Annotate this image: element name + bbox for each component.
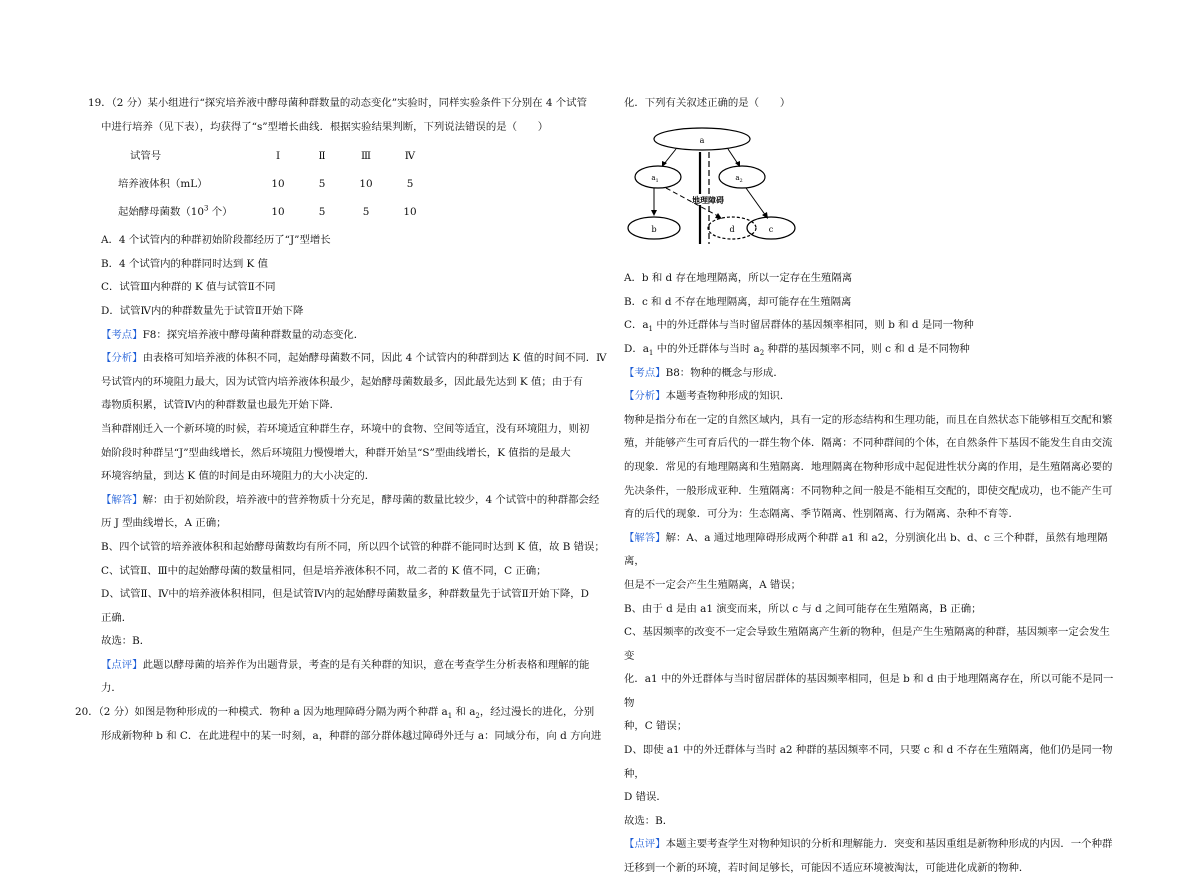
q19-jieda-line: D、试管Ⅱ、Ⅳ中的培养液体积相同，但是试管Ⅳ内的起始酵母菌数量多，种群数量先于试管Ⅱ开始下降，D [101, 588, 589, 601]
q20-stem-line: 化．下列有关叙述正确的是（ ） [624, 97, 791, 109]
arrow-a2-c [746, 188, 766, 216]
q19-jieda: 【解答】解：由于初始阶段，培养液中的营养物质十分充足，酵母菌的数量比较少，4 个试管中的种群都会经 [101, 493, 600, 506]
barrier-label: 地理障碍 [692, 195, 724, 205]
q19-table [118, 143, 432, 227]
q20-para-line: 先决条件，一般形成亚种．生殖隔离：不同物种之间一般是不能相互交配的，即使交配成功，也不能产生可 [624, 484, 1113, 497]
q20-para-line: 的现象．常见的有地理隔离和生殖隔离．地理隔离在物种形成中起促进性状分离的作用，是生殖隔离必要的 [624, 460, 1113, 473]
table-row: 培养液体积（mL） 10 5 10 5 [118, 178, 414, 191]
q19-fenxi-line: 号试管内的环境阻力最大，因为试管内培养液体积最少，起始酵母菌数最多，因此最先达到 K 值；由于有 [101, 375, 583, 388]
q20-answer: 故选：B． [624, 814, 674, 827]
q19-para-line: 始阶段时种群呈“J”型曲线增长，然后环境阻力慢慢增大，种群开始呈“S”型曲线增长，K 值指的是最大 [101, 446, 571, 459]
q19-option-a: A．4 个试管内的种群初始阶段都经历了“J”型增长 [101, 234, 331, 247]
population-a1-label: $a_1$ [651, 173, 659, 184]
q20-jieda-line: B、由于 d 是由 a1 演变而来，所以 c 与 d 之间可能存在生殖隔离，B 正确； [624, 602, 982, 615]
q20-option-b: B．c 和 d 不存在地理隔离，却可能存在生殖隔离 [624, 295, 852, 308]
q20-kaodian: 【考点】B8：物种的概念与形成． [624, 366, 784, 379]
arrow-a-a2 [728, 149, 738, 164]
q19-option-d: D．试管Ⅳ内的种群数量先于试管Ⅱ开始下降 [101, 304, 304, 317]
q20-jieda: 【解答】解：A、a 通过地理障碍形成两个种群 a1 和 a2，分别演化出 b、d、c 三个种群，虽然有地理隔离， [624, 531, 1108, 568]
q19-stem-cont: 中进行培养（见下表），均获得了“s”型增长曲线．根据实验结果判断，下列说法错误的是（ ） [101, 120, 549, 133]
q20-para-line: 物种是指分布在一定的自然区域内，具有一定的形态结构和生理功能，而且在自然状态下能够相互交配和繁 [624, 413, 1113, 426]
species-c-label: c [768, 224, 774, 234]
q20-stem: 20．（2 分）如图是物种形成的一种模式．物种 a 因为地理障碍分隔为两个种群 $a_1$ 和 $a_2$，经过漫长的进化，分别 [75, 706, 595, 721]
population-a2-node [719, 166, 765, 188]
left-column [75, 92, 608, 748]
right-column [624, 92, 1119, 881]
q19-para-line: 环境容纳量，到达 K 值的时间是由环境阻力的大小决定的． [101, 470, 376, 483]
q19-kaodian: 【考点】F8：探究培养液中酵母菌种群数量的动态变化． [101, 328, 365, 341]
q20-option-a: A．b 和 d 存在地理隔离，所以一定存在生殖隔离 [624, 272, 853, 285]
q19-dianping: 【点评】此题以酵母菌的培养作为出题背景，考查的是有关种群的知识，意在考查学生分析表格和理解的能 [101, 658, 590, 671]
q20-fenxi: 【分析】本题考查物种形成的知识． [624, 390, 791, 403]
table-row: 起始酵母菌数（$10^3$ 个） 10 5 5 10 [118, 199, 432, 227]
arrow-a-a1 [664, 149, 676, 164]
q20-jieda-line: C、基因频率的改变不一定会导致生殖隔离产生新的物种，但是产生生殖隔离的种群，基因频率一定会发生变 [624, 626, 1110, 662]
q20-option-d: D．$a_1$ 中的外迁群体与当时 $a_2$ 种群的基因频率不同，则 c 和 d 是不同物种 [624, 342, 970, 358]
q20-jieda-line: 种，C 错误； [624, 720, 688, 733]
q20-jieda-line: 化．a1 中的外迁群体与当时留居群体的基因频率相同，但是 b 和 d 由于地理隔离存在，所以可能不是同一物 [624, 673, 1114, 709]
q19-stem: 19．（2 分）某小组进行“探究培养液中酵母菌种群数量的动态变化”实验时，同样实验条件下分别在 4 个试管 [88, 97, 587, 109]
q20-para-line: 殖，并能够产生可育后代的一群生物个体．隔离：不同种群间的个体，在自然条件下基因不能发生自由交流 [624, 437, 1113, 450]
q20-para-line: 育的后代的现象．可分为：生态隔离、季节隔离、性别隔离、行为隔离、杂种不育等． [624, 508, 1019, 521]
q20-jieda-line: 但是不一定会产生生殖隔离，A 错误； [624, 578, 802, 591]
species-a-label: a [699, 135, 705, 145]
population-a2-label: $a_2$ [735, 173, 743, 184]
q19-jieda-line: 正确． [101, 611, 133, 624]
q20-dianping: 【点评】本题主要考查学生对物种知识的分析和理解能力．突变和基因重组是新物种形成的内因．一个种群 [624, 838, 1113, 851]
q19-fenxi-line: 毒物质积累，试管Ⅳ内的种群数量也最先开始下降． [101, 399, 340, 412]
species-b-label: b [651, 224, 657, 234]
q19-jieda-line: B、四个试管的培养液体积和起始酵母菌数均有所不同，所以四个试管的种群不能同时达到 K 值，故 B 错误； [101, 540, 605, 553]
q20-stem-line: 形成新物种 b 和 C．在此进程中的某一时刻，a，种群的部分群体越过障碍外迁与 a：同域分布，向 d 方向进 [101, 729, 602, 742]
table-row: 试管号 Ⅰ Ⅱ Ⅲ Ⅳ [130, 150, 416, 163]
q20-dianping-line: 迁移到一个新的环境，若时间足够长，可能因不适应环境被淘汰，可能进化成新的物种． [624, 862, 1030, 875]
table-cell-initial-count: 起始酵母菌数（$10^3$ 个） [118, 204, 233, 219]
q20-option-c: C．$a_1$ 中的外迁群体与当时留居群体的基因频率相同，则 b 和 d 是同一物种 [624, 319, 974, 334]
q19-jieda-line: 历 J 型曲线增长，A 正确； [101, 517, 227, 530]
q20-jieda-line: D、即使 a1 中的外迁群体与当时 a2 种群的基因频率不同，只要 c 和 d 不存在生殖隔离，他们仍是同一物种， [624, 744, 1113, 780]
q19-option-b: B．4 个试管内的种群同时达到 K 值 [101, 257, 268, 270]
q20-jieda-line: D 错误． [624, 791, 667, 804]
speciation-diagram [626, 122, 798, 252]
q19-dianping-line: 力． [101, 682, 122, 695]
species-d-label: d [729, 224, 735, 234]
arrowhead-icon [651, 210, 657, 216]
arrowhead-icon [715, 213, 722, 219]
q19-jieda-line: C、试管Ⅱ、Ⅲ中的起始酵母菌的数量相同，但是培养液体积不同，故二者的 K 值不同，C 正确； [101, 564, 547, 577]
q19-para-line: 当种群刚迁入一个新环境的时候，若环境适宜种群生存，环境中的食物、空间等适宜，没有环境阻力，则初 [101, 422, 590, 435]
q19-fenxi: 【分析】由表格可知培养液的体积不同，起始酵母菌数不同，因此 4 个试管内的种群到达 K 值的时间不同．Ⅳ [101, 352, 607, 365]
q19-answer: 故选：B． [101, 635, 151, 648]
population-a1-node [635, 166, 681, 188]
q19-option-c: C．试管Ⅲ内种群的 K 值与试管Ⅱ不同 [101, 281, 276, 294]
